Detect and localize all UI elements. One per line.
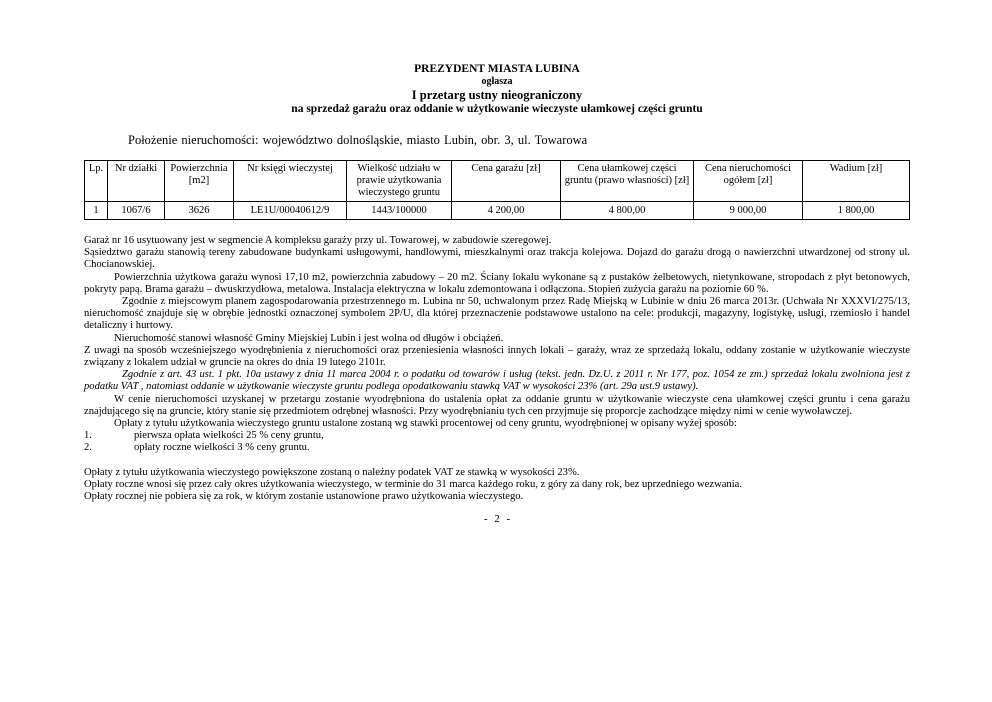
list-item-text: pierwsza opłata wielkości 25 % ceny gruntu, — [134, 430, 324, 442]
property-table — [84, 160, 910, 220]
paragraph-annual-fee-deadline: Opłaty roczne wnosi się przez cały okres użytkowania wieczystego, w terminie do 31 marca każdego roku, z góry za dany rok, bez uprzedniego wezwania. — [84, 478, 743, 490]
spacer — [84, 455, 910, 467]
cell-total-price: 9 000,00 — [694, 202, 803, 220]
list-item — [84, 430, 910, 442]
cell-garage-price: 4 200,00 — [452, 202, 561, 220]
header-subject: na sprzedaż garażu oraz oddanie w użytkowanie wieczyste ułamkowej części gruntu — [291, 103, 703, 115]
cell-lp: 1 — [85, 202, 108, 220]
cell-land-price: 4 800,00 — [561, 202, 694, 220]
col-plot-number: Nr działki — [108, 161, 165, 202]
table-row — [85, 202, 910, 220]
paragraph-vat-on-fees: Opłaty z tytułu użytkowania wieczystego powiększone zostaną o należny podatek VAT ze stawką w wysokości 23%. — [84, 466, 580, 478]
cell-deposit: 1 800,00 — [803, 202, 910, 220]
paragraph-garage-location: Garaż nr 16 usytuowany jest w segmencie A kompleksu garaży przy ul. Towarowej, w zabudowie szeregowej. — [84, 235, 552, 246]
header-tender-title: I przetarg ustny nieograniczony — [411, 88, 583, 102]
paragraph-fee-rules: Opłaty z tytułu użytkowania wieczystego gruntu ustalone zostaną wg stawki procentowej od ceny gruntu, wyodrębnionej w opisany wyżej sposób: — [114, 418, 737, 430]
paragraph-zoning-plan: Zgodnie z miejscowym planem zagospodarowania przestrzennego m. Lubina nr 50, uchwalonym przez Radę Miejską w Lubinie w dniu 26 marca 2013r. (Uchwała Nr XXXVI/275/13, nieruchomość znajduje się w obrębie jednostki oznaczonej symbolem 2P/U, dla której przeznaczenie podstawowe ustalono na cele: produkcji, magazyny, logistykę, usługi, rzemiosło i handel detaliczny i hurtowy. — [84, 296, 910, 332]
cell-area: 3626 — [165, 202, 234, 220]
table-header-row — [85, 161, 910, 202]
paragraph-perpetual-usufruct: Z uwagi na sposób wcześniejszego wyodrębnienia z nieruchomości oraz przeniesienia własności innych lokali – garaży, wraz ze sprzedażą lokalu, oddany zostanie w użytkowanie wieczyste związany z lokalem udział w gruncie na okres do dnia 19 lutego 2101r. — [84, 344, 910, 369]
col-land-register: Nr księgi wieczystej — [234, 161, 347, 202]
page-number: - 2 - — [483, 513, 511, 526]
announcement-body — [84, 235, 910, 503]
paragraph-technical-description: Powierzchnia użytkowa garażu wynosi 17,10 m2, powierzchnia zabudowy – 20 m2. Ściany lokalu wykonane są z pustaków żelbetowych, nietynkowane, stropodach z płyt betonowych, pokryty papą. Brama garażu – dwuskrzydłowa, metalowa. Instalacja elektryczna w lokalu zdemontowana i odłączona. Stopień zużycia garażu na poziomie 60 %. — [84, 271, 910, 295]
list-item-number: 1. — [84, 430, 92, 442]
paragraph-first-year-exemption: Opłaty rocznej nie pobiera się za rok, w którym zostanie ustanowione prawo użytkowania wieczystego. — [84, 491, 524, 503]
announcement-header — [84, 62, 910, 117]
document-page — [84, 62, 910, 525]
col-garage-price: Cena garażu [zł] — [452, 161, 561, 202]
paragraph-vat-legal-basis: Zgodnie z art. 43 ust. 1 pkt. 10a ustawy z dnia 11 marca 2004 r. o podatku od towarów i usług (tekst. jedn. Dz.U. z 2011 r. Nr 177, poz. 1054 ze zm.) sprzedaż lokalu zwolniona jest z podatku VAT , natomiast oddanie w użytkowanie wieczyste gruntu podlega opodatkowaniu stawką VAT w wysokości 23% (art. 29a ust.9 ustawy). — [84, 369, 910, 393]
cell-land-register: LE1U/00040612/9 — [234, 202, 347, 220]
col-deposit: Wadium [zł] — [803, 161, 910, 202]
paragraph-ownership: Nieruchomość stanowi własność Gminy Miejskiej Lubin i jest wolna od długów i obciążeń. — [114, 332, 504, 344]
header-announces: ogłasza — [481, 76, 513, 87]
col-share: Wielkość udziału w prawie użytkowania wieczystego gruntu — [347, 161, 452, 202]
cell-plot-number: 1067/6 — [108, 202, 165, 220]
cell-share: 1443/100000 — [347, 202, 452, 220]
header-issuer: PREZYDENT MIASTA LUBINA — [414, 63, 580, 75]
col-land-price: Cena ułamkowej części gruntu (prawo własności) [zł] — [561, 161, 694, 202]
col-total-price: Cena nieruchomości ogółem [zł] — [694, 161, 803, 202]
paragraph-price-allocation: W cenie nieruchomości uzyskanej w przetargu zostanie wyodrębniona do ustalenia opłat za oddanie gruntu w użytkowanie wieczyste cena ułamkowej części gruntu i cena garażu znajdującego się na gruncie, który stanie się przedmiotem odrębnej własności. Przy wyodrębnianiu tych cen przyjmuje się proporcje zachodzące między nimi w cenie wywoławczej. — [84, 393, 910, 417]
col-area: Powierzchnia [m2] — [165, 161, 234, 202]
paragraph-neighbourhood: Sąsiedztwo garażu stanowią tereny zabudowane budynkami usługowymi, handlowymi, mieszkalnymi oraz trakcja kolejowa. Dojazd do garażu drogą o nawierzchni utwardzonej od strony ul. Chocianowskiej. — [84, 247, 910, 271]
list-item-text: opłaty roczne wielkości 3 % ceny gruntu. — [134, 442, 310, 454]
col-lp: Lp. — [85, 161, 108, 202]
list-item-number: 2. — [84, 442, 92, 454]
list-item — [84, 442, 910, 454]
property-location: Położenie nieruchomości: województwo dolnośląskie, miasto Lubin, obr. 3, ul. Towarowa — [128, 133, 588, 147]
